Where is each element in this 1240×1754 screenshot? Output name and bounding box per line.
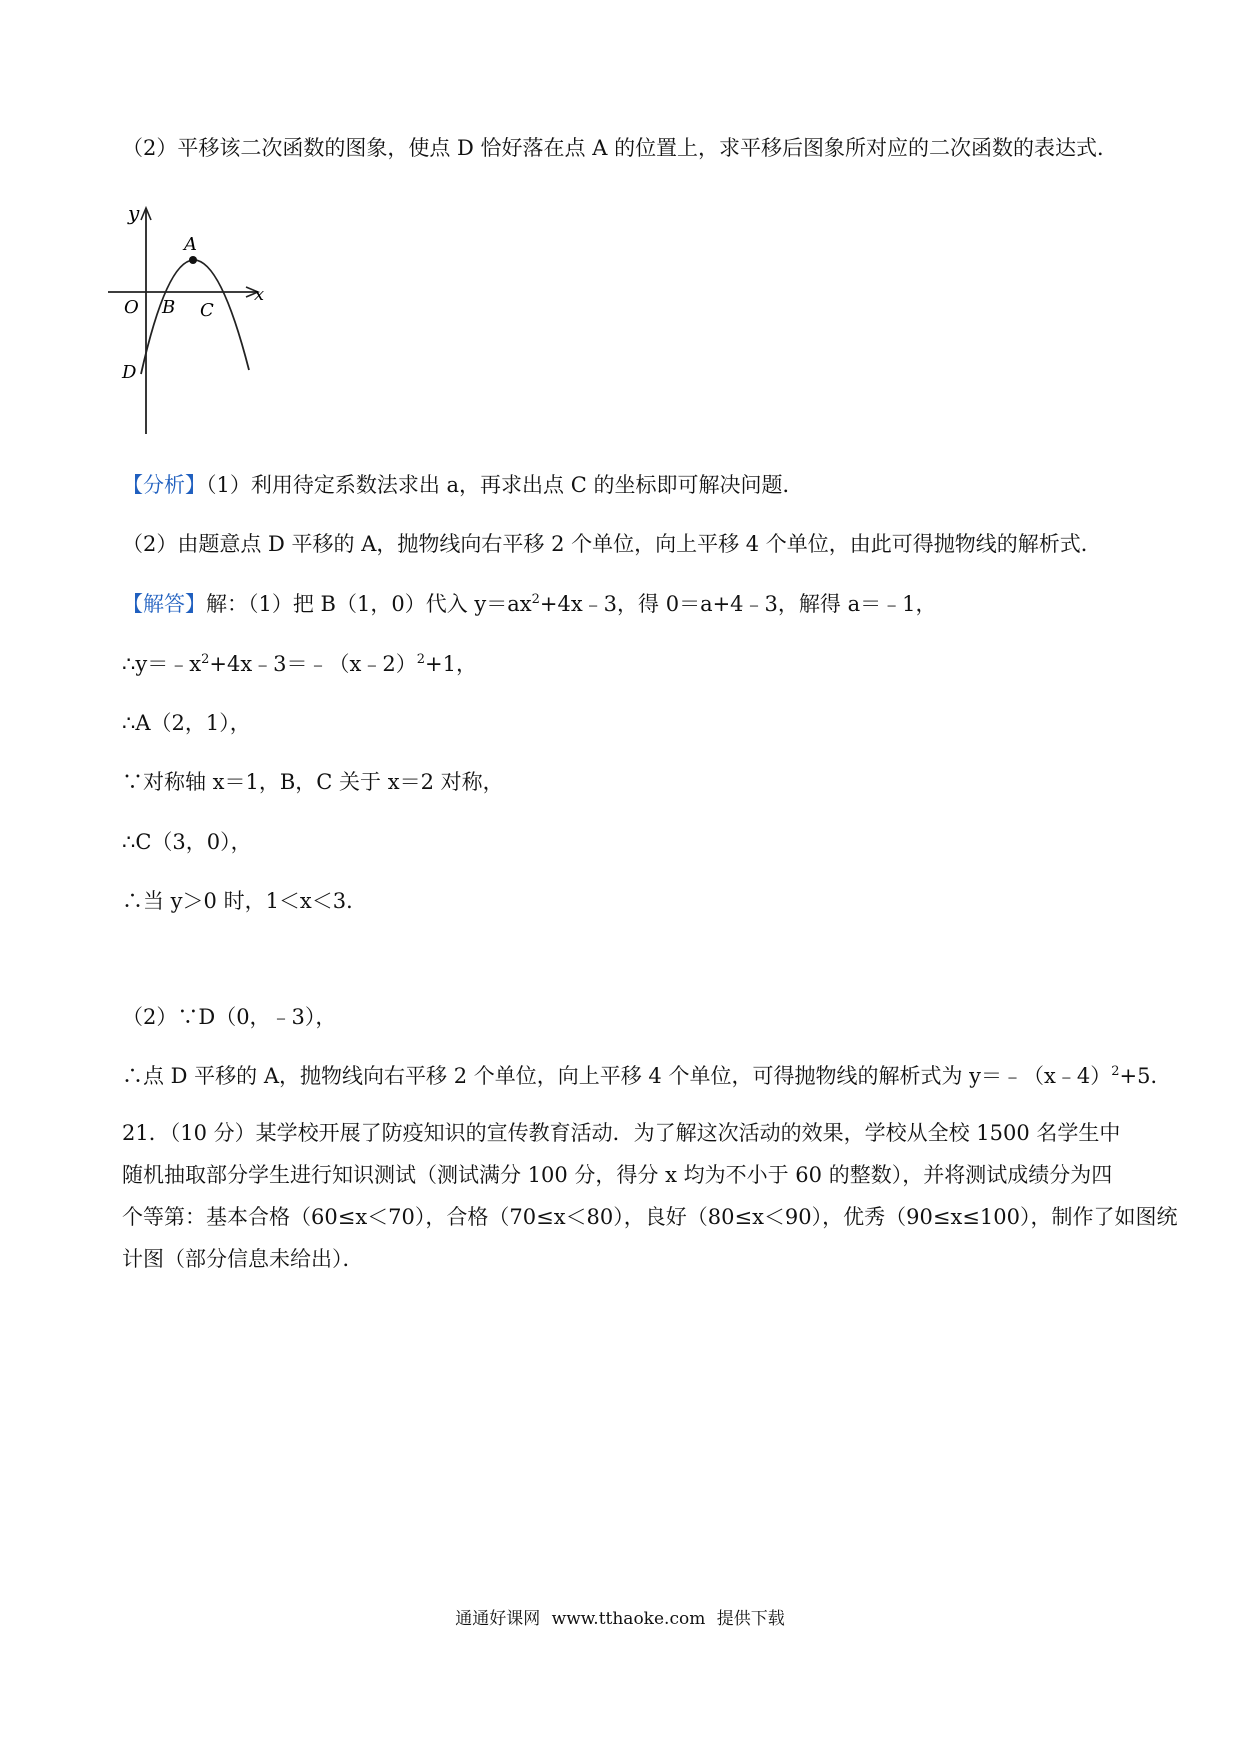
solution-text-8a: ∴点 D 平移的 A，抛物线向右平移 2 个单位，向上平移 4 个单位，可得抛物线的解析式为 y＝﹣（x﹣4）	[122, 1064, 1112, 1088]
label-a: A	[184, 234, 197, 255]
label-b: B	[162, 297, 176, 318]
analysis-line-2: （2）由题意点 D 平移的 A，抛物线向右平移 2 个单位，向上平移 4 个单位，由此可得抛物线的解析式．	[122, 532, 1102, 556]
label-o: O	[124, 297, 139, 318]
solution-text-2c: +1，	[425, 652, 477, 676]
question-21-line-4: 计图（部分信息未给出）．	[122, 1247, 364, 1271]
analysis-text-1: （1）利用待定系数法求出 a，再求出点 C 的坐标即可解决问题．	[206, 473, 804, 497]
solution-line-6: ∴当 y＞0 时，1＜x＜3．	[122, 889, 368, 913]
solution-sup-2b: 2	[416, 652, 426, 667]
parabola-figure	[108, 202, 298, 437]
label-x: x	[254, 284, 265, 305]
solution-line-5: ∴C（3，0），	[122, 830, 252, 854]
solution-line-1	[122, 590, 1132, 618]
parabola-curve	[141, 260, 249, 374]
analysis-line-1	[122, 471, 1132, 499]
solution-sup-2a: 2	[201, 652, 210, 667]
solution-text-1b: +4x﹣3，得 0＝a+4﹣3，解得 a＝﹣1，	[539, 592, 937, 616]
footer-url[interactable]: www.tthaoke.com	[551, 1609, 706, 1629]
question-21-line-2: 随机抽取部分学生进行知识测试（测试满分 100 分，得分 x 均为不小于 60 的整数），并将测试成绩分为四	[122, 1163, 1113, 1187]
footer-suffix: 提供下载	[716, 1609, 785, 1629]
label-y: y	[128, 202, 140, 225]
solution-line-7: （2）∵D（0，﹣3），	[122, 1005, 337, 1029]
question-21	[122, 1112, 1178, 1280]
question-part2: （2）平移该二次函数的图象，使点 D 恰好落在点 A 的位置上，求平移后图象所对应的二次函数的表达式．	[122, 136, 1119, 160]
solution-line-2	[122, 650, 1132, 678]
solution-sup-1: 2	[531, 592, 540, 607]
solution-tag: 【解答】	[122, 592, 206, 616]
label-d: D	[122, 362, 137, 383]
solution-line-4: ∵对称轴 x＝1，B，C 关于 x＝2 对称，	[122, 770, 504, 794]
vertex-point-a	[189, 256, 197, 264]
solution-text-2b: +4x﹣3＝﹣（x﹣2）	[209, 652, 417, 676]
solution-line-8	[122, 1062, 1172, 1090]
solution-sup-8: 2	[1111, 1064, 1120, 1079]
solution-text-8b: +5．	[1119, 1064, 1172, 1088]
solution-text-2a: ∴y＝﹣x	[122, 652, 202, 676]
question-21-line-3: 个等第：基本合格（60≤x＜70），合格（70≤x＜80），良好（80≤x＜90），优秀（90≤x≤100），制作了如图统	[122, 1205, 1178, 1229]
label-c: C	[200, 300, 214, 321]
question-21-line-1: 21．（10 分）某学校开展了防疫知识的宣传教育活动．为了解这次活动的效果，学校从全校 1500 名学生中	[122, 1121, 1121, 1145]
solution-text-1a: 解：（1）把 B（1，0）代入 y＝ax	[206, 592, 532, 616]
analysis-tag: 【分析】	[122, 473, 206, 497]
footer-site-name: 通通好课网	[455, 1609, 541, 1629]
solution-line-3: ∴A（2，1），	[122, 711, 251, 735]
page-footer	[0, 1608, 1240, 1630]
